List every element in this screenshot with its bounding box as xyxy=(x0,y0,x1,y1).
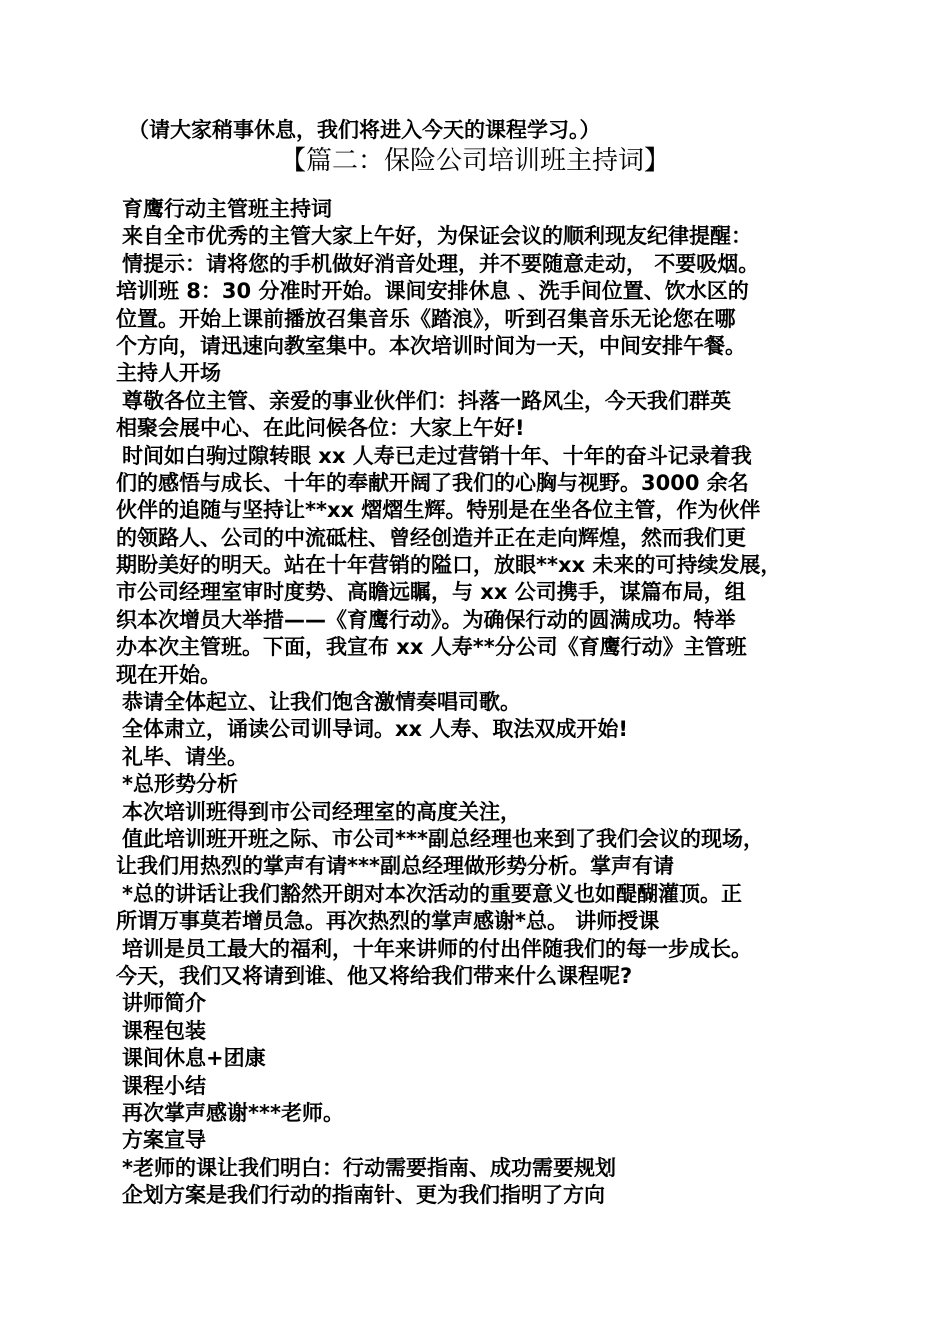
text-line: 尊敬各位主管、亲爱的事业伙伴们：抖落一路风尘，今天我们群英 xyxy=(122,388,731,413)
text-line: 现在开始。 xyxy=(116,662,221,687)
text-line: 织本次增员大举措——《育鹰行动》。为确保行动的圆满成功。特举 xyxy=(116,607,736,632)
body-text xyxy=(116,196,856,1209)
text-line: *总的讲话让我们豁然开朗对本次活动的重要意义也如醍醐灌顶。正 xyxy=(122,881,742,906)
text-line: 讲师简介 xyxy=(122,991,206,1016)
text-line: 课程小结 xyxy=(122,1073,206,1098)
text-line: 礼毕、请坐。 xyxy=(122,744,248,769)
text-line: 育鹰行动主管班主持词 xyxy=(122,197,332,221)
text-line: 课程包装 xyxy=(122,1018,206,1043)
text-line: 期盼美好的明天。站在十年营销的隘口，放眼**xx 未来的可持续发展， xyxy=(116,553,782,578)
text-line: 位置。开始上课前播放召集音乐《踏浪》，听到召集音乐无论您在哪 xyxy=(116,306,736,331)
text-line: 主持人开场 xyxy=(116,361,221,386)
section-heading: 【篇二：保险公司培训班主持词】 xyxy=(279,146,670,176)
text-line: *老师的课让我们明白：行动需要指南、成功需要规划 xyxy=(122,1155,616,1180)
text-line: 的领路人、公司的中流砥柱、曾经创造并正在走向辉煌，然而我们更 xyxy=(116,525,746,550)
text-line: 办本次主管班。下面，我宣布 xx 人寿**分公司《育鹰行动》主管班 xyxy=(116,635,747,660)
text-line: 市公司经理室审时度势、高瞻远瞩，与 xx 公司携手，谋篇布局，组 xyxy=(116,580,746,605)
text-line: 本次培训班得到市公司经理室的高度关注， xyxy=(122,799,521,824)
text-line: 来自全市优秀的主管大家上午好，为保证会议的顺利现友纪律提醒： xyxy=(122,224,752,249)
text-line: 情提示：请将您的手机做好消音处理，并不要随意走动， 不要吸烟。 xyxy=(122,251,760,276)
text-line: 企划方案是我们行动的指南针、更为我们指明了方向 xyxy=(122,1183,605,1208)
text-line: 相聚会展中心、在此问候各位：大家上午好! xyxy=(116,416,525,441)
text-line: 时间如白驹过隙转眼 xx 人寿已走过营销十年、十年的奋斗记录着我 xyxy=(122,443,752,468)
text-line: 值此培训班开班之际、市公司***副总经理也来到了我们会议的现场， xyxy=(122,826,764,851)
intro-paragraph: （请大家稍事休息，我们将进入今天的课程学习。） xyxy=(128,118,601,142)
text-line: 个方向，请迅速向教室集中。本次培训时间为一天，中间安排午餐。 xyxy=(116,333,746,358)
text-line: 再次掌声感谢***老师。 xyxy=(122,1100,344,1125)
text-line: 培训是员工最大的福利，十年来讲师的付出伴随我们的每一步成长。 xyxy=(122,936,752,961)
text-line: 恭请全体起立、让我们饱含激情奏唱司歌。 xyxy=(122,690,521,715)
text-line: 们的感悟与成长、十年的奉献开阔了我们的心胸与视野。3000 余名 xyxy=(116,470,749,495)
text-line: 方案宣导 xyxy=(122,1128,206,1153)
text-line: 课间休息+团康 xyxy=(122,1046,266,1071)
text-line: 让我们用热烈的掌声有请***副总经理做形势分析。掌声有请 xyxy=(116,854,674,879)
text-line: 培训班 8：30 分准时开始。课间安排休息 、洗手间位置、饮水区的 xyxy=(116,279,749,304)
text-line: 伙伴的追随与坚持让**xx 熠熠生辉。特别是在坐各位主管，作为伙伴 xyxy=(116,498,761,523)
text-line: *总形势分析 xyxy=(122,772,238,797)
text-line: 今天，我们又将请到谁、他又将给我们带来什么课程呢? xyxy=(116,963,633,988)
text-line: 所谓万事莫若增员急。再次热烈的掌声感谢*总。 讲师授课 xyxy=(116,909,660,934)
text-line: 全体肃立，诵读公司训导词。xx 人寿、取法双成开始! xyxy=(122,717,628,742)
